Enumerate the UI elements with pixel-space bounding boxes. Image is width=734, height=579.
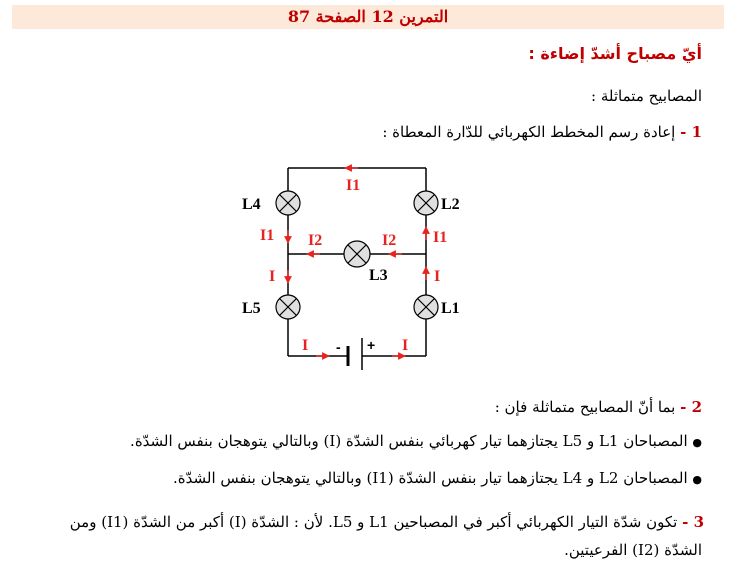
current-label-left-lower: I <box>269 268 276 285</box>
lamp-l3-icon <box>344 241 370 267</box>
item-3-number: 3 - <box>682 513 704 531</box>
battery-plus: + <box>367 337 376 353</box>
current-label-right-lower: I <box>434 268 441 285</box>
label-l5: L5 <box>242 300 261 317</box>
battery <box>336 337 375 370</box>
bullet-2 <box>173 469 702 487</box>
item-2-number: 2 - <box>680 398 702 416</box>
current-label-mid-right: I2 <box>382 232 397 249</box>
item-2 <box>495 398 702 416</box>
label-l1: L1 <box>441 300 460 317</box>
current-label-left-upper: I1 <box>260 227 275 244</box>
question-heading: أيّ مصباح أشدّ إضاءة : <box>528 44 702 63</box>
lamp-l2-icon <box>414 191 438 215</box>
given-text: المصابيح متماثلة : <box>591 87 702 105</box>
bullet-icon: ● <box>692 473 702 486</box>
label-l4: L4 <box>242 196 261 213</box>
item-1-text: إعادة رسم المخطط الكهربائي للدّارة المعطاة : <box>382 123 676 141</box>
current-label-top: I1 <box>346 177 361 194</box>
current-label-bottom-left: I <box>302 337 309 354</box>
bullet-1 <box>130 432 702 450</box>
current-label-mid-left: I2 <box>308 232 323 249</box>
exercise-header: التمرين 12 الصفحة 87 <box>12 5 724 29</box>
item-3 <box>70 513 704 531</box>
item-1 <box>382 123 702 141</box>
current-label-right-upper: I1 <box>433 229 448 246</box>
bullet-2-text: المصباحان L2 و L4 يجتازهما تيار بنفس الشدّة (I1) وبالتالي يتوهجان بنفس الشدّة. <box>173 469 688 487</box>
current-label-bottom-right: I <box>402 337 409 354</box>
battery-minus: - <box>336 339 341 355</box>
label-l3: L3 <box>369 267 388 284</box>
item-2-text: بما أنّ المصابيح متماثلة فإن : <box>494 398 676 416</box>
lamp-l1-icon <box>414 295 438 319</box>
circuit-diagram <box>236 158 496 370</box>
item-3-text-line1: تكون شدّة التيار الكهربائي أكبر في المصباحين L1 و L5. لأن : الشدّة (I) أكبر من الشدّة (I1) ومن <box>69 513 678 531</box>
bullet-icon: ● <box>692 436 702 449</box>
bullet-1-text: المصباحان L1 و L5 يجتازهما تيار كهربائي بنفس الشدّة (I) وبالتالي يتوهجان بنفس الشدّة. <box>130 432 688 450</box>
label-l2: L2 <box>441 196 460 213</box>
lamp-l4-icon <box>276 191 300 215</box>
lamp-l5-icon <box>276 295 300 319</box>
item-3-line2: الشدّة (I2) الفرعيتين. <box>564 541 702 559</box>
item-1-number: 1 - <box>680 123 702 141</box>
